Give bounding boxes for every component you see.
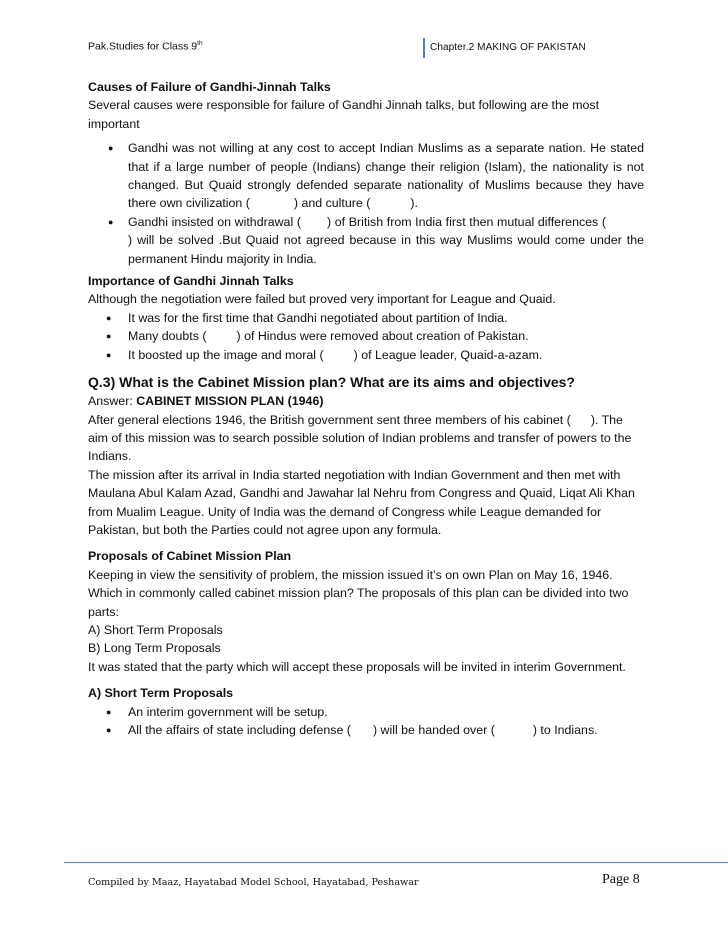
list-item: ● Gandhi insisted on withdrawal ( ) of British from India first then mutual differences () will be solved .But Quaid not agreed because in this way Muslims would come under the permanent Hindu majority in India. bbox=[88, 213, 644, 268]
section-title-short-term: A) Short Term Proposals bbox=[88, 686, 234, 701]
header-left-text: Pak.Studies for Class 9 bbox=[88, 40, 198, 53]
section-title-proposals: Proposals of Cabinet Mission Plan bbox=[88, 549, 292, 564]
answer-heading: CABINET MISSION PLAN (1946) bbox=[136, 394, 324, 409]
list-item: ● All the affairs of state including defense ( ) will be handed over ( ) to Indians. bbox=[88, 721, 644, 739]
section-intro-failure: Several causes were responsible for failure of Gandhi Jinnah talks, but following are the most important bbox=[88, 98, 600, 131]
page-number: Page 8 bbox=[602, 872, 640, 887]
proposals-list-b: B) Long Term Proposals bbox=[88, 641, 221, 656]
section-title-importance: Importance of Gandhi Jinnah Talks bbox=[88, 274, 294, 289]
section-intro-importance: Although the negotiation were failed but proved very important for League and Quaid. bbox=[88, 292, 556, 307]
page-content bbox=[88, 78, 644, 739]
list-item: ● Gandhi was not willing at any cost to accept Indian Muslims as a separate nation. He stated that if a large number of people (Indians) change their religion (Islam), the nationality is not changed. But Quaid strongly defended separate nationality of Muslims because they have there own civilization ( ) and culture ( ). bbox=[88, 139, 644, 213]
answer-line: Answer: CABINET MISSION PLAN (1946) bbox=[88, 394, 324, 409]
section-title-failure: Causes of Failure of Gandhi-Jinnah Talks bbox=[88, 80, 331, 94]
failure-bullet-list bbox=[88, 139, 644, 268]
short-term-bullet-list bbox=[88, 703, 644, 740]
header-left-sup: th bbox=[197, 40, 203, 47]
answer-paragraph-1: After general elections 1946, the British government sent three members of his cabinet ( ). The aim of this mission was to search possible solution of Indian problems and transfer of powers to the Indians. bbox=[88, 412, 632, 464]
proposals-paragraph-2: It was stated that the party which will accept these proposals will be invited in interim Government. bbox=[88, 659, 626, 674]
proposals-paragraph: Keeping in view the sensitivity of problem, the mission issued it’s on own Plan on May 16, 1946. Which in commonly called cabinet mission plan? The proposals of this plan can be divided into two parts: bbox=[88, 567, 629, 619]
list-item: ● An interim government will be setup. bbox=[88, 703, 644, 721]
footer-divider bbox=[64, 862, 728, 863]
list-item: ● It boosted up the image and moral ( ) of League leader, Quaid-a-azam. bbox=[88, 346, 644, 364]
importance-bullet-list bbox=[88, 309, 644, 364]
list-item: ● Many doubts ( ) of Hindus were removed about creation of Pakistan. bbox=[88, 327, 644, 345]
header-divider bbox=[423, 38, 425, 58]
footer-left: Compiled by Maaz, Hayatabad Model School, Hayatabad, Peshawar bbox=[88, 877, 419, 888]
proposals-list-a: A) Short Term Proposals bbox=[88, 622, 223, 637]
answer-paragraph-2: The mission after its arrival in India started negotiation with Indian Government and then met with Maulana Abul Kalam Azad, Gandhi and Jawahar lal Nehru from Congress and Quaid, Liqat Ali Khan from Mualim League. Unity of India was the demand of Congress while League demanded for Pakistan, but both the Parties could not agree upon any formula. bbox=[88, 467, 635, 537]
header-left bbox=[88, 40, 203, 53]
list-item: ● It was for the first time that Gandhi negotiated about partition of India. bbox=[88, 309, 644, 327]
header-right: Chapter.2 MAKING OF PAKISTAN bbox=[430, 42, 586, 53]
question-heading: Q.3) What is the Cabinet Mission plan? What are its aims and objectives? bbox=[88, 374, 575, 391]
